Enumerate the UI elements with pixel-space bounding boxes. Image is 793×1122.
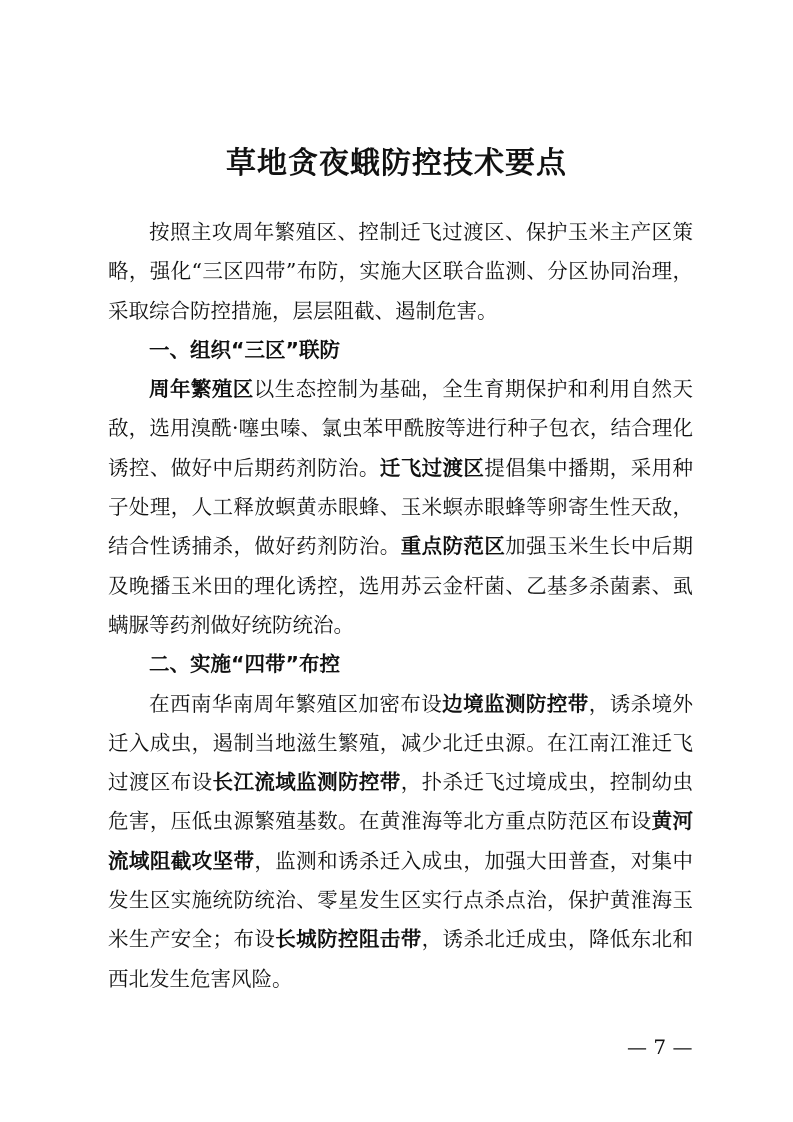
document-title: 草地贪夜蛾防控技术要点 (226, 146, 567, 181)
paragraph-text: ，监测和诱杀迁入成虫，加强大田普查，对集中发生区实施统防统治、零星发生区实行点杀点治，保护黄淮海玉米生产安全；布设 (108, 848, 694, 952)
section-heading-2: 二、实施“四带”布控 (149, 652, 340, 677)
keyword-border-control-belt: 边境监测防控带 (442, 691, 589, 716)
page-number: — 7 — (627, 1035, 693, 1059)
keyword-key-prevention-area: 重点防范区 (400, 534, 506, 559)
section-2-paragraph (108, 685, 693, 999)
paragraph-text: 以生态控制为基础，全生育期保护和利用自然天敌，选用溴酰·噻虫嗪、氯虫苯甲酰胺等进行种子包衣，结合理化诱控、做好中后期药剂防治。 (108, 377, 694, 480)
document-body (108, 213, 693, 999)
keyword-year-round-breeding-area: 周年繁殖区 (149, 377, 254, 402)
paragraph-text: 加强玉米生长中后期及晚播玉米田的理化诱控，选用苏云金杆菌、乙基多杀菌素、虱螨脲等药剂做好统防统治。 (108, 534, 694, 637)
paragraph-text: ，扑杀迁飞过境成虫，控制幼虫危害，压低虫源繁殖基数。在黄淮海等北方重点防范区布设 (108, 770, 694, 834)
section-heading-1: 一、组织“三区”联防 (149, 337, 340, 362)
keyword-yangtze-control-belt: 长江流域监测防控带 (212, 770, 401, 795)
paragraph-text: ，诱杀境外迁入成虫，遏制当地滋生繁殖，减少北迁虫源。在江南江淮迁飞过渡区布设 (108, 691, 694, 795)
paragraph-text: 提倡集中播期，采用种子处理，人工释放螟黄赤眼蜂、玉米螟赤眼蜂等卵寄生性天敌，结合性诱捕杀，做好药剂防治。 (108, 455, 694, 559)
section-1-paragraph (108, 370, 693, 645)
paragraph-text: 在西南华南周年繁殖区加密布设 (149, 691, 443, 716)
keyword-great-wall-defense-belt: 长城防控阻击带 (275, 927, 422, 952)
keyword-yellow-river-interception-belt: 黄河流域阻截攻坚带 (108, 809, 694, 873)
paragraph-text: ，诱杀北迁成虫，降低东北和西北发生危害风险。 (108, 927, 694, 991)
intro-paragraph: 按照主攻周年繁殖区、控制迁飞过渡区、保护玉米主产区策略，强化“三区四带”布防，实施大区联合监测、分区协同治理，采取综合防控措施，层层阻截、遏制危害。 (108, 220, 693, 323)
keyword-migration-transition-area: 迁飞过渡区 (379, 455, 485, 480)
